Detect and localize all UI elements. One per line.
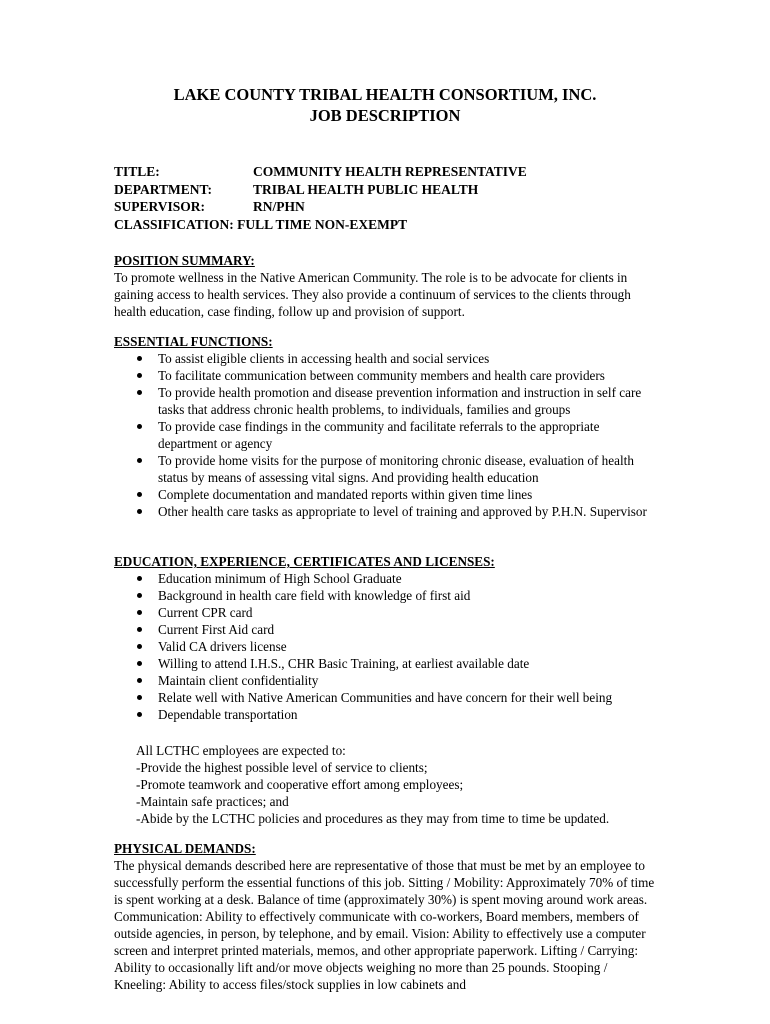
education-heading: EDUCATION, EXPERIENCE, CERTIFICATES AND LICENSES: bbox=[114, 554, 495, 569]
physical-demands-text: The physical demands described here are representative of those that must be met by an employee to successfully perform the essential functions of this job. Sitting / Mobility: Approximately 70% of time is spent working at a desk. Balance of time (approximately 30%) is spent moving around work areas. Communication: Ability to effectively communicate with co-workers, Board members, members of outside agencies, in person, by telephone, and by email. Vision: Ability to effectively use a computer screen and interpret printed materials, memos, and other appropriate paperwork. Lifting / Carrying: Ability to occasionally lift and/or move objects weighing no more than 25 pounds. Stooping / Kneeling: Ability to access files/stock supplies in low cabinets and bbox=[114, 858, 655, 992]
meta-title-label: TITLE: bbox=[114, 164, 160, 179]
bullet-icon bbox=[137, 492, 142, 497]
bullet-icon bbox=[137, 593, 142, 598]
bullet-icon bbox=[137, 509, 142, 514]
list-item: Education minimum of High School Graduate bbox=[114, 570, 660, 587]
bullet-icon bbox=[137, 458, 142, 463]
bullet-icon bbox=[137, 627, 142, 632]
expectation-line: -Provide the highest possible level of service to clients; bbox=[136, 760, 428, 775]
list-item: To provide health promotion and disease prevention information and instruction in self care tasks that address chronic health problems, to individuals, families and groups bbox=[114, 384, 660, 418]
bullet-icon bbox=[137, 678, 142, 683]
expectations-section bbox=[114, 742, 682, 827]
essential-functions-list bbox=[114, 350, 660, 520]
meta-classification-label: CLASSIFICATION: bbox=[114, 216, 234, 232]
bullet-icon bbox=[137, 356, 142, 361]
list-item: Maintain client confidentiality bbox=[114, 672, 660, 689]
list-item: Complete documentation and mandated reports within given time lines bbox=[114, 486, 660, 503]
meta-department-value: TRIBAL HEALTH PUBLIC HEALTH bbox=[253, 181, 479, 197]
list-item: To provide case findings in the community and facilitate referrals to the appropriate department or agency bbox=[114, 418, 660, 452]
education-section bbox=[114, 553, 660, 723]
expectation-line: -Promote teamwork and cooperative effort among employees; bbox=[136, 777, 464, 792]
list-item: Valid CA drivers license bbox=[114, 638, 660, 655]
meta-department-label: DEPARTMENT: bbox=[114, 181, 213, 197]
list-item: Willing to attend I.H.S., CHR Basic Training, at earliest available date bbox=[114, 655, 660, 672]
bullet-icon bbox=[137, 661, 142, 666]
meta-supervisor-row bbox=[114, 198, 527, 216]
position-summary-heading: POSITION SUMMARY: bbox=[114, 253, 255, 268]
bullet-icon bbox=[137, 390, 142, 395]
meta-department-row bbox=[114, 181, 527, 199]
bullet-icon bbox=[137, 644, 142, 649]
position-summary-text: To promote wellness in the Native American Community. The role is to be advocate for clients in gaining access to health services. They also provide a continuum of services to the clients through health education, case finding, follow up and provision of support. bbox=[114, 270, 631, 319]
meta-title-row bbox=[114, 163, 527, 181]
bullet-icon bbox=[137, 610, 142, 615]
expectation-line: -Maintain safe practices; and bbox=[136, 794, 289, 809]
position-summary-section bbox=[114, 252, 660, 320]
list-item: To facilitate communication between community members and health care providers bbox=[114, 367, 660, 384]
essential-functions-heading: ESSENTIAL FUNCTIONS: bbox=[114, 334, 273, 349]
list-item: Current CPR card bbox=[114, 604, 660, 621]
job-meta-block bbox=[114, 163, 527, 233]
meta-supervisor-value: RN/PHN bbox=[253, 199, 305, 214]
document-type-title: JOB DESCRIPTION bbox=[309, 106, 461, 125]
bullet-icon bbox=[137, 576, 142, 581]
bullet-icon bbox=[137, 373, 142, 378]
list-item: Relate well with Native American Communities and have concern for their well being bbox=[114, 689, 660, 706]
expectation-line: -Abide by the LCTHC policies and procedures as they may from time to time be updated. bbox=[136, 811, 610, 826]
physical-demands-heading: PHYSICAL DEMANDS: bbox=[114, 841, 256, 856]
meta-supervisor-label: SUPERVISOR: bbox=[114, 199, 206, 214]
meta-classification-row bbox=[114, 216, 527, 234]
list-item: Background in health care field with knowledge of first aid bbox=[114, 587, 660, 604]
meta-title-value: COMMUNITY HEALTH REPRESENTATIVE bbox=[253, 164, 527, 179]
bullet-icon bbox=[137, 712, 142, 717]
list-item: Dependable transportation bbox=[114, 706, 660, 723]
expectations-intro: All LCTHC employees are expected to: bbox=[136, 743, 346, 758]
list-item: Current First Aid card bbox=[114, 621, 660, 638]
organization-title: LAKE COUNTY TRIBAL HEALTH CONSORTIUM, INC. bbox=[173, 85, 597, 104]
list-item: To assist eligible clients in accessing health and social services bbox=[114, 350, 660, 367]
bullet-icon bbox=[137, 424, 142, 429]
physical-demands-section bbox=[114, 840, 660, 993]
essential-functions-section bbox=[114, 333, 660, 520]
bullet-icon bbox=[137, 695, 142, 700]
education-list bbox=[114, 570, 660, 723]
meta-classification-value: FULL TIME NON-EXEMPT bbox=[237, 216, 408, 232]
list-item: Other health care tasks as appropriate to level of training and approved by P.H.N. Supervisor bbox=[114, 503, 660, 520]
list-item: To provide home visits for the purpose of monitoring chronic disease, evaluation of health status by means of assessing vital signs. And providing health education bbox=[114, 452, 660, 486]
